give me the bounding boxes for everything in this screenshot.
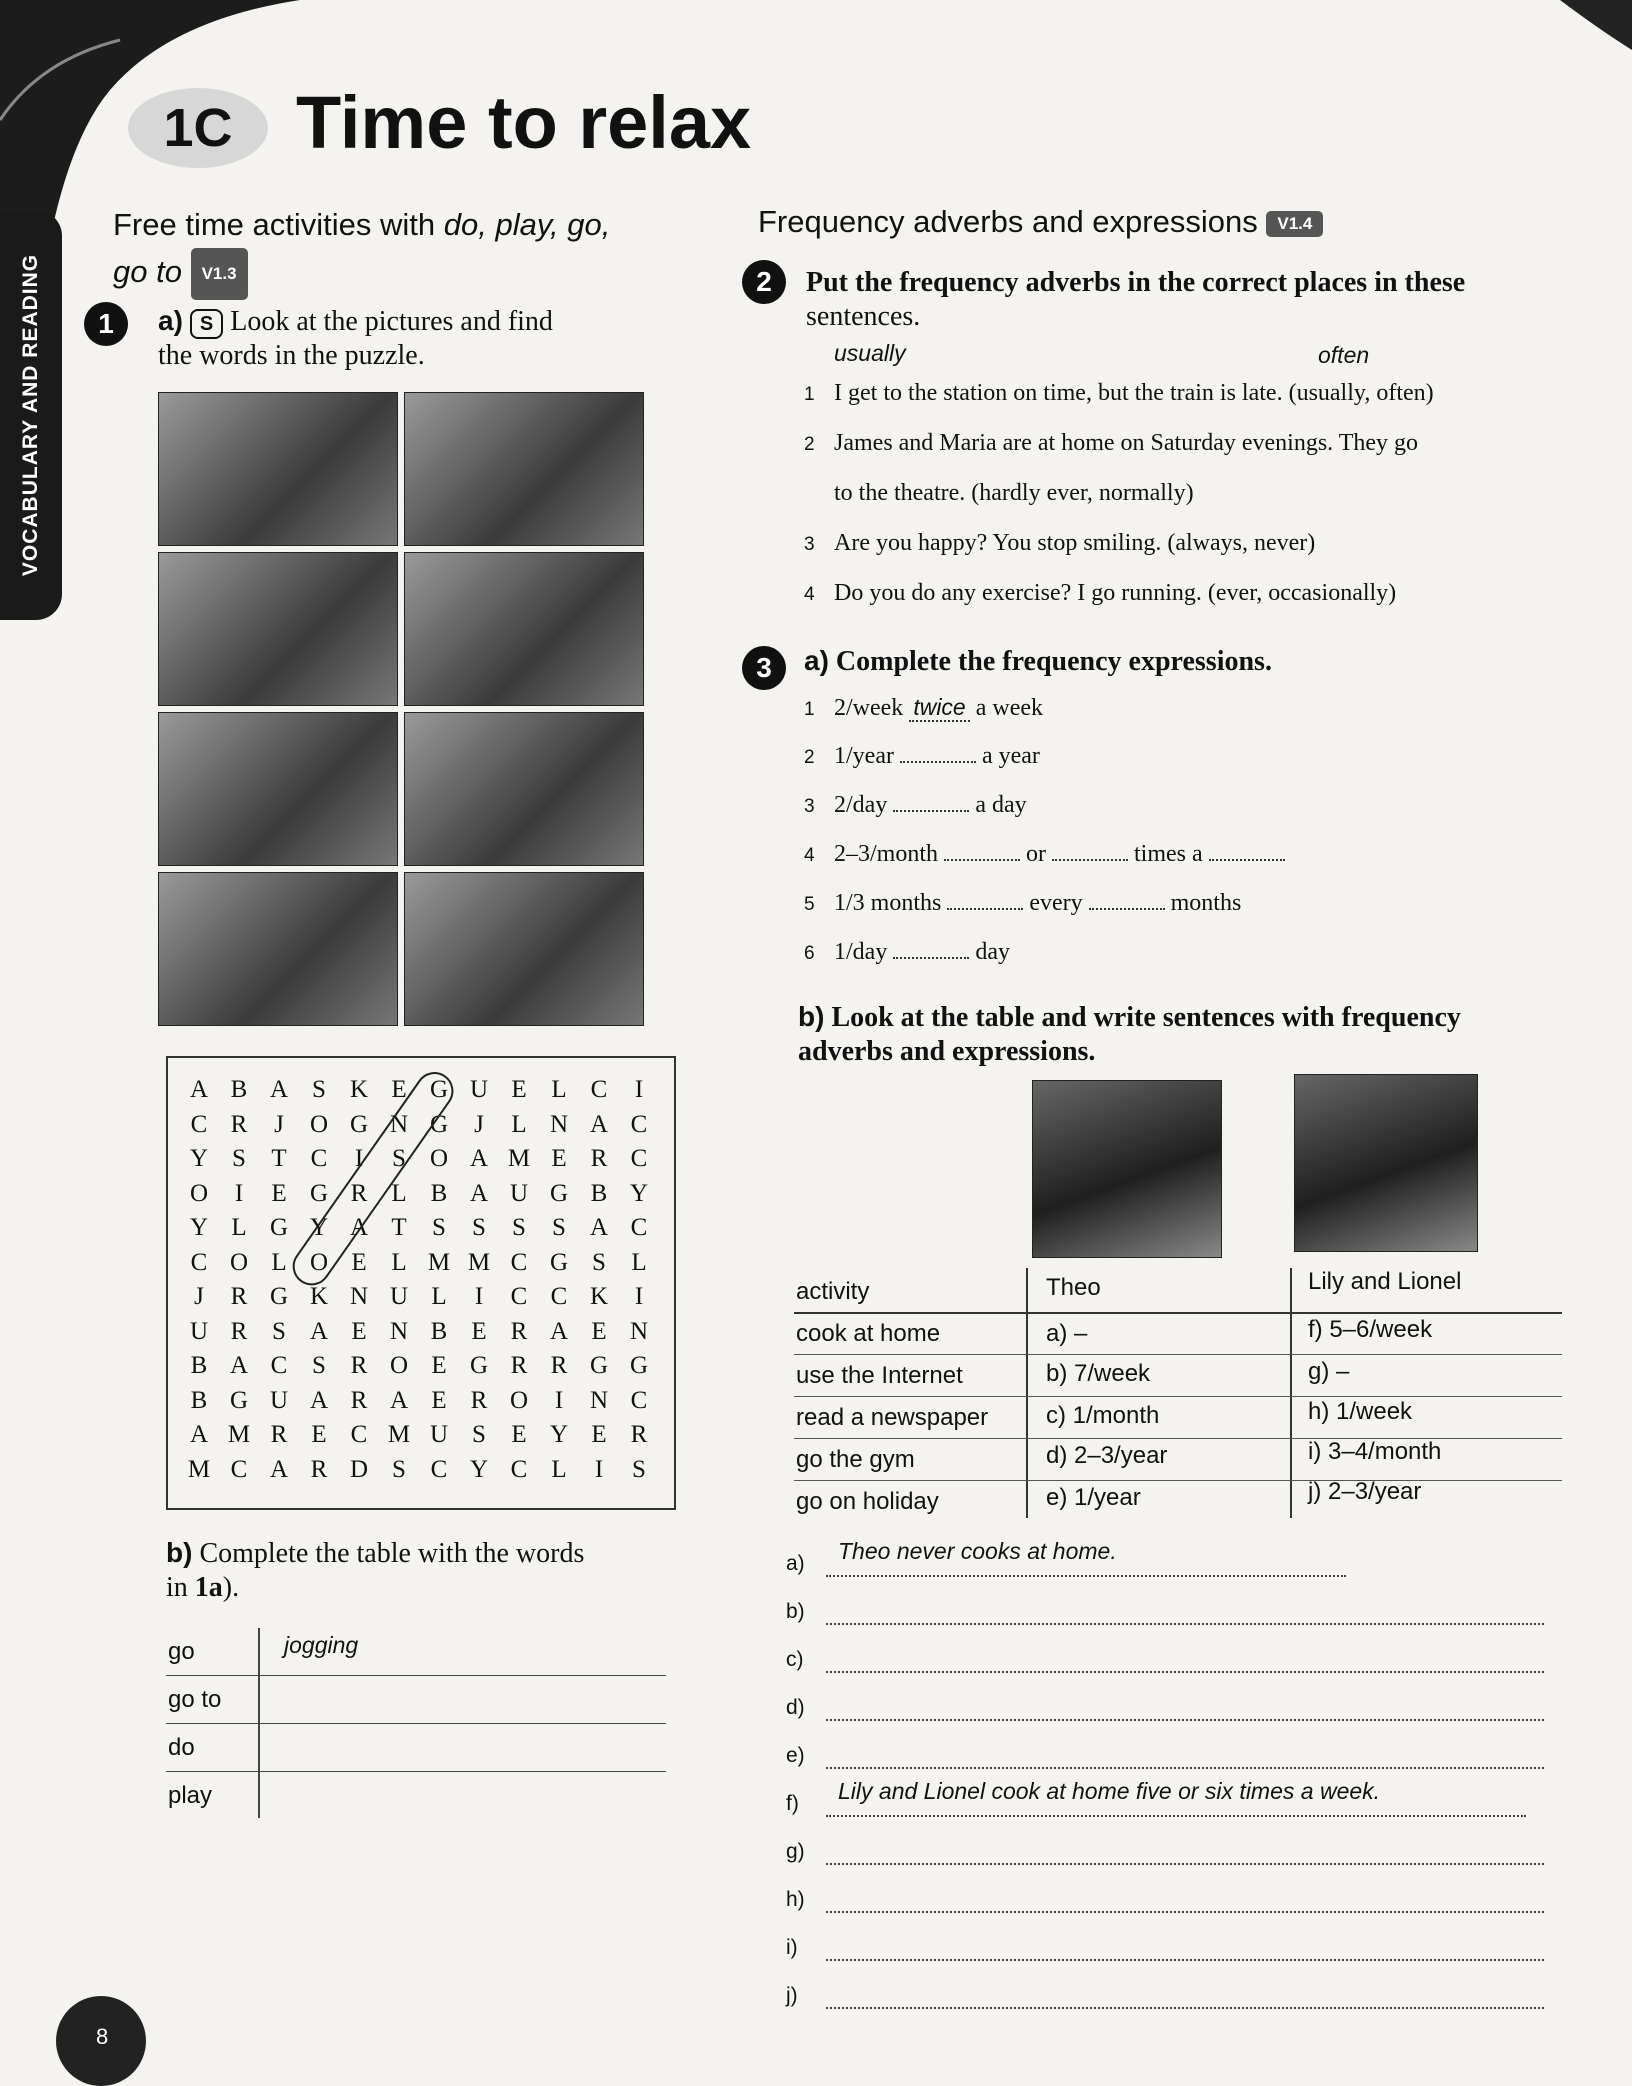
table-cell: cook at home (796, 1320, 941, 1347)
photo-cinema (158, 872, 398, 1026)
puzzle-letter[interactable]: E (471, 1317, 487, 1345)
puzzle-letter[interactable]: E (591, 1317, 607, 1345)
puzzle-letter[interactable]: E (431, 1352, 447, 1379)
puzzle-letter[interactable]: S (312, 1352, 326, 1379)
puzzle-letter[interactable]: O (429, 1145, 449, 1172)
puzzle-letter[interactable]: G (269, 1214, 289, 1241)
answer-blank[interactable] (1209, 841, 1285, 861)
puzzle-letter[interactable]: S (392, 1455, 406, 1483)
puzzle-letter[interactable]: C (190, 1248, 208, 1276)
puzzle-letter[interactable]: L (511, 1110, 527, 1138)
left-section-title: Free time activities with do, play, go, go to V1.3 (113, 202, 673, 300)
verb-row: go jogging (166, 1628, 666, 1676)
puzzle-letter[interactable]: A (349, 1214, 369, 1241)
page-title: Time to relax (296, 81, 752, 164)
puzzle-letter[interactable]: A (269, 1076, 289, 1103)
puzzle-letter[interactable]: C (630, 1214, 648, 1241)
answer-blank[interactable] (900, 743, 976, 763)
puzzle-letter[interactable]: S (312, 1076, 326, 1103)
puzzle-letter[interactable]: L (231, 1214, 247, 1241)
puzzle-letter[interactable]: L (431, 1283, 447, 1310)
puzzle-letter[interactable]: N (389, 1317, 409, 1345)
puzzle-letter[interactable]: I (634, 1076, 644, 1103)
puzzle-letter[interactable]: O (309, 1248, 329, 1276)
sentence-item: to the theatre. (hardly ever, normally) (834, 480, 1194, 506)
puzzle-letter[interactable]: R (230, 1317, 248, 1345)
puzzle-letter[interactable]: B (430, 1317, 448, 1345)
exercise-3a-items (804, 694, 1564, 988)
verb-row: do (166, 1724, 666, 1772)
puzzle-letter[interactable]: E (351, 1248, 367, 1276)
table-cell: go the gym (796, 1446, 915, 1473)
answer-blank[interactable] (1052, 841, 1128, 861)
sentence-item: 4 Do you do any exercise? I go running. (ever, occasionally) (804, 580, 1397, 606)
puzzle-letter[interactable]: A (469, 1145, 489, 1172)
puzzle-letter[interactable]: J (274, 1110, 284, 1138)
puzzle-letter[interactable]: N (589, 1386, 609, 1414)
puzzle-letter[interactable]: N (389, 1110, 409, 1138)
table-cell: e) 1/year (1046, 1484, 1141, 1511)
puzzle-letter[interactable]: B (590, 1179, 608, 1207)
photo-aerobics (404, 712, 644, 866)
puzzle-letter[interactable]: L (391, 1248, 407, 1276)
expression-item: 5 1/3 months every months (804, 890, 1242, 916)
puzzle-letter[interactable]: G (349, 1110, 369, 1138)
puzzle-letter[interactable]: U (509, 1179, 529, 1207)
puzzle-letter[interactable]: C (630, 1110, 648, 1138)
table-cell: f) 5–6/week (1308, 1316, 1433, 1343)
puzzle-letter[interactable]: G (429, 1076, 449, 1103)
puzzle-letter[interactable]: S (472, 1421, 486, 1448)
answer-line[interactable] (826, 1862, 1544, 1865)
puzzle-letter[interactable]: G (429, 1110, 449, 1138)
puzzle-letter[interactable]: K (589, 1283, 609, 1310)
puzzle-letter[interactable]: R (510, 1352, 528, 1379)
expression-item: 2 1/year a year (804, 743, 1040, 769)
puzzle-letter[interactable]: M (227, 1421, 251, 1448)
photo-cycling (158, 712, 398, 866)
puzzle-letter[interactable]: G (629, 1352, 649, 1379)
puzzle-letter[interactable]: S (432, 1214, 446, 1241)
puzzle-letter[interactable]: L (551, 1076, 567, 1103)
puzzle-letter[interactable]: E (311, 1421, 327, 1448)
table-header: Theo (1046, 1274, 1101, 1301)
puzzle-letter[interactable]: R (550, 1352, 568, 1379)
puzzle-letter[interactable]: C (270, 1352, 288, 1379)
puzzle-letter[interactable]: S (392, 1145, 406, 1172)
puzzle-letter[interactable]: E (351, 1317, 367, 1345)
puzzle-letter[interactable]: A (389, 1386, 409, 1414)
puzzle-letter[interactable]: B (230, 1076, 248, 1103)
answer-blank[interactable] (893, 792, 969, 812)
puzzle-letter[interactable]: I (234, 1179, 244, 1207)
puzzle-letter[interactable]: A (469, 1179, 489, 1207)
puzzle-letter[interactable]: G (229, 1386, 249, 1414)
puzzle-letter[interactable]: K (309, 1283, 329, 1310)
puzzle-letter[interactable]: O (309, 1110, 329, 1138)
puzzle-letter[interactable]: C (510, 1248, 528, 1276)
puzzle-letter[interactable]: R (350, 1386, 368, 1414)
puzzle-letter[interactable]: N (349, 1283, 369, 1310)
puzzle-letter[interactable]: A (589, 1214, 609, 1241)
word-search-puzzle (166, 1056, 676, 1510)
puzzle-letter[interactable]: O (189, 1179, 209, 1207)
corner-decoration-right (1560, 0, 1632, 60)
puzzle-letter[interactable]: I (634, 1283, 644, 1310)
puzzle-letter[interactable]: E (511, 1421, 527, 1448)
unit-badge: 1C (128, 88, 268, 168)
puzzle-letter[interactable]: C (430, 1455, 448, 1483)
puzzle-letter[interactable]: G (269, 1283, 289, 1310)
puzzle-letter[interactable]: U (269, 1386, 289, 1414)
puzzle-letter[interactable]: G (469, 1352, 489, 1379)
puzzle-letter[interactable]: R (270, 1421, 288, 1448)
puzzle-letter[interactable]: B (430, 1179, 448, 1207)
puzzle-letter[interactable]: S (552, 1214, 566, 1241)
puzzle-letter[interactable]: E (391, 1076, 407, 1103)
puzzle-letter[interactable]: L (631, 1248, 647, 1276)
puzzle-letter[interactable]: L (271, 1248, 287, 1276)
puzzle-letter[interactable]: A (549, 1317, 569, 1345)
puzzle-letter[interactable]: B (190, 1386, 208, 1414)
exercise-3b-instruction: b) Look at the table and write sentences with frequency adverbs and expressions. (798, 1001, 1461, 1067)
puzzle-letter[interactable]: G (549, 1179, 569, 1207)
table-cell: use the Internet (796, 1362, 963, 1389)
puzzle-letter[interactable]: U (429, 1421, 449, 1448)
puzzle-letter[interactable]: A (189, 1421, 209, 1448)
answer-blank[interactable] (944, 841, 1020, 861)
puzzle-letter[interactable]: L (391, 1179, 407, 1207)
exercise-number: 3 (742, 646, 786, 690)
table-header: Lily and Lionel (1308, 1268, 1462, 1295)
puzzle-letter[interactable]: A (189, 1076, 209, 1103)
exercise-2-instruction: Put the frequency adverbs in the correct places in these sentences. (806, 267, 1466, 332)
filled-answer: Theo never cooks at home. (838, 1538, 1117, 1564)
photo-lily-and-lionel (1294, 1074, 1478, 1252)
sentence-item: 2 James and Maria are at home on Saturday evenings. They go (804, 430, 1419, 456)
puzzle-letter[interactable]: Y (189, 1214, 209, 1241)
puzzle-letter[interactable]: Y (549, 1421, 569, 1448)
expression-item: 3 2/day a day (804, 792, 1027, 818)
vocab-badge: V1.4 (1266, 211, 1323, 237)
puzzle-letter[interactable]: R (630, 1421, 648, 1448)
puzzle-letter[interactable]: U (189, 1317, 209, 1345)
puzzle-letter[interactable]: G (549, 1248, 569, 1276)
puzzle-letter[interactable]: C (350, 1421, 368, 1448)
sentence-item: 1 I get to the station on time, but the train is late. (usually, often) (804, 380, 1434, 406)
puzzle-letter[interactable]: Y (629, 1179, 649, 1207)
puzzle-letter[interactable]: M (427, 1248, 451, 1276)
puzzle-letter[interactable]: N (629, 1317, 649, 1345)
puzzle-letter[interactable]: E (431, 1386, 447, 1414)
puzzle-letter[interactable]: M (387, 1421, 411, 1448)
puzzle-letter[interactable]: A (269, 1455, 289, 1483)
exercise-2-items (804, 380, 1584, 630)
puzzle-letter[interactable]: L (551, 1455, 567, 1483)
puzzle-letter[interactable]: C (510, 1283, 528, 1310)
photo-theo (1032, 1080, 1222, 1258)
puzzle-letter[interactable]: C (630, 1145, 648, 1172)
puzzle-letter[interactable]: N (549, 1110, 569, 1138)
speaking-box: S (190, 309, 223, 339)
puzzle-letter[interactable]: M (187, 1455, 211, 1483)
puzzle-letter[interactable]: R (510, 1317, 528, 1345)
table-cell: j) 2–3/year (1308, 1478, 1422, 1505)
puzzle-letter[interactable]: K (349, 1076, 369, 1103)
puzzle-letter[interactable]: A (309, 1317, 329, 1345)
puzzle-letter[interactable]: G (589, 1352, 609, 1379)
answer-blank[interactable] (893, 939, 969, 959)
hint-usually: usually (834, 340, 906, 366)
puzzle-letter[interactable]: S (272, 1317, 286, 1345)
expression-item: 6 1/day day (804, 939, 1010, 965)
puzzle-letter[interactable]: A (589, 1110, 609, 1138)
photo-running (158, 392, 398, 546)
page-number: 8 (96, 2024, 109, 2049)
vocab-badge: V1.3 (191, 248, 248, 300)
answer-line[interactable] (826, 2006, 1544, 2009)
table-cell: a) – (1046, 1320, 1088, 1347)
puzzle-letter[interactable]: C (230, 1455, 248, 1483)
filled-answer: Lily and Lionel cook at home five or six times a week. (838, 1778, 1381, 1804)
puzzle-letter[interactable]: U (469, 1076, 489, 1103)
answer-line[interactable] (826, 1718, 1544, 1721)
side-tab-label: VOCABULARY AND READING (19, 253, 42, 577)
puzzle-letter[interactable]: E (591, 1421, 607, 1448)
puzzle-letter[interactable]: G (309, 1179, 329, 1207)
puzzle-letter[interactable]: R (350, 1352, 368, 1379)
puzzle-letter[interactable]: S (592, 1248, 606, 1276)
puzzle-letter[interactable]: M (507, 1145, 531, 1172)
puzzle-letter[interactable]: C (510, 1455, 528, 1483)
exercise-1b-instruction: b) Complete the table with the words in 1a). (166, 1537, 585, 1603)
exercise-number: 2 (742, 260, 786, 304)
answer-lines: a) Theo never cooks at home. b) c) d) e) f) Lily and Lionel cook at home five or six times a week. g) h) i) j) (786, 1538, 1566, 2018)
puzzle-letter[interactable]: I (474, 1283, 484, 1310)
puzzle-circled-word (168, 1058, 674, 1508)
table-header: activity (796, 1278, 870, 1305)
table-cell: i) 3–4/month (1308, 1438, 1442, 1465)
puzzle-letter[interactable]: S (512, 1214, 526, 1241)
answer-line[interactable] (826, 1622, 1544, 1625)
photo-basketball (158, 552, 398, 706)
table-cell: d) 2–3/year (1046, 1442, 1168, 1469)
table-cell: read a newspaper (796, 1404, 989, 1431)
answer-line[interactable] (826, 1910, 1544, 1913)
table-cell: g) – (1308, 1358, 1350, 1385)
side-tab (0, 210, 62, 620)
answer-line[interactable] (826, 1670, 1544, 1673)
verb-row: play (168, 1782, 213, 1809)
answer-line[interactable] (826, 1574, 1346, 1577)
answer-blank[interactable] (947, 890, 1023, 910)
frequency-table (794, 1268, 1562, 1520)
puzzle-letter[interactable]: D (349, 1455, 369, 1483)
puzzle-letter[interactable]: C (630, 1386, 648, 1414)
exercise-3a-instruction: a) Complete the frequency expressions. (804, 645, 1272, 677)
puzzle-letter[interactable]: I (594, 1455, 604, 1483)
puzzle-letter[interactable]: I (354, 1145, 364, 1172)
answer-line[interactable] (826, 1958, 1544, 1961)
puzzle-letter[interactable]: C (190, 1110, 208, 1138)
puzzle-letter[interactable]: A (229, 1352, 249, 1379)
puzzle-letter[interactable]: O (389, 1352, 409, 1379)
photo-yoga (404, 872, 644, 1026)
exercise-1a-instruction: a) S Look at the pictures and find the words in the puzzle. (158, 305, 553, 371)
puzzle-letter[interactable]: S (472, 1214, 486, 1241)
photo-museum (404, 392, 644, 546)
answer-line[interactable] (826, 1814, 1526, 1817)
activity-photo-grid (158, 392, 638, 1026)
puzzle-letter[interactable]: O (509, 1386, 529, 1414)
puzzle-letter[interactable]: T (391, 1214, 407, 1241)
puzzle-letter[interactable]: R (230, 1283, 248, 1310)
puzzle-letter[interactable]: R (230, 1110, 248, 1138)
verb-table (166, 1628, 666, 1819)
expression-item: 4 2–3/month or times a (804, 841, 1564, 890)
puzzle-letter[interactable]: C (310, 1145, 328, 1172)
puzzle-letter[interactable]: R (350, 1179, 368, 1207)
answer-line[interactable] (826, 1766, 1544, 1769)
puzzle-letter[interactable]: J (474, 1110, 484, 1138)
puzzle-letter[interactable]: B (190, 1352, 208, 1379)
expression-item: 1 2/week twice a week (804, 694, 1044, 721)
puzzle-letter[interactable]: A (309, 1386, 329, 1414)
puzzle-letter[interactable]: R (590, 1145, 608, 1172)
puzzle-letter[interactable]: Y (469, 1455, 489, 1483)
puzzle-letter[interactable]: R (310, 1455, 328, 1483)
puzzle-letter[interactable]: E (511, 1076, 527, 1103)
puzzle-letter[interactable]: M (467, 1248, 491, 1276)
hint-often: often (1318, 342, 1370, 368)
puzzle-letter[interactable]: I (554, 1386, 564, 1414)
table-cell: h) 1/week (1308, 1398, 1413, 1425)
puzzle-letter[interactable]: E (551, 1145, 567, 1172)
exercise-number: 1 (84, 302, 128, 346)
answer-blank[interactable] (1089, 890, 1165, 910)
sentence-item: 3 Are you happy? You stop smiling. (always, never) (804, 530, 1316, 556)
right-section-title: Frequency adverbs and expressions V1.4 (758, 204, 1518, 240)
puzzle-letter[interactable]: T (271, 1145, 287, 1172)
puzzle-letter[interactable]: S (632, 1455, 646, 1483)
table-cell: go on holiday (796, 1488, 939, 1515)
filled-answer[interactable]: twice (909, 694, 969, 722)
puzzle-letter[interactable]: O (229, 1248, 249, 1276)
table-cell: b) 7/week (1046, 1360, 1151, 1387)
puzzle-letter[interactable]: C (590, 1076, 608, 1103)
table-cell: c) 1/month (1046, 1402, 1160, 1429)
puzzle-letter[interactable]: J (194, 1283, 204, 1310)
puzzle-letter[interactable]: C (550, 1283, 568, 1310)
puzzle-letter[interactable]: R (470, 1386, 488, 1414)
puzzle-letter[interactable]: S (232, 1145, 246, 1172)
puzzle-letter[interactable]: Y (189, 1145, 209, 1172)
photo-cards (404, 552, 644, 706)
puzzle-letter[interactable]: U (389, 1283, 409, 1310)
puzzle-letter[interactable]: Y (309, 1214, 329, 1241)
puzzle-letter[interactable]: E (271, 1179, 287, 1207)
verb-row: go to (166, 1676, 666, 1724)
